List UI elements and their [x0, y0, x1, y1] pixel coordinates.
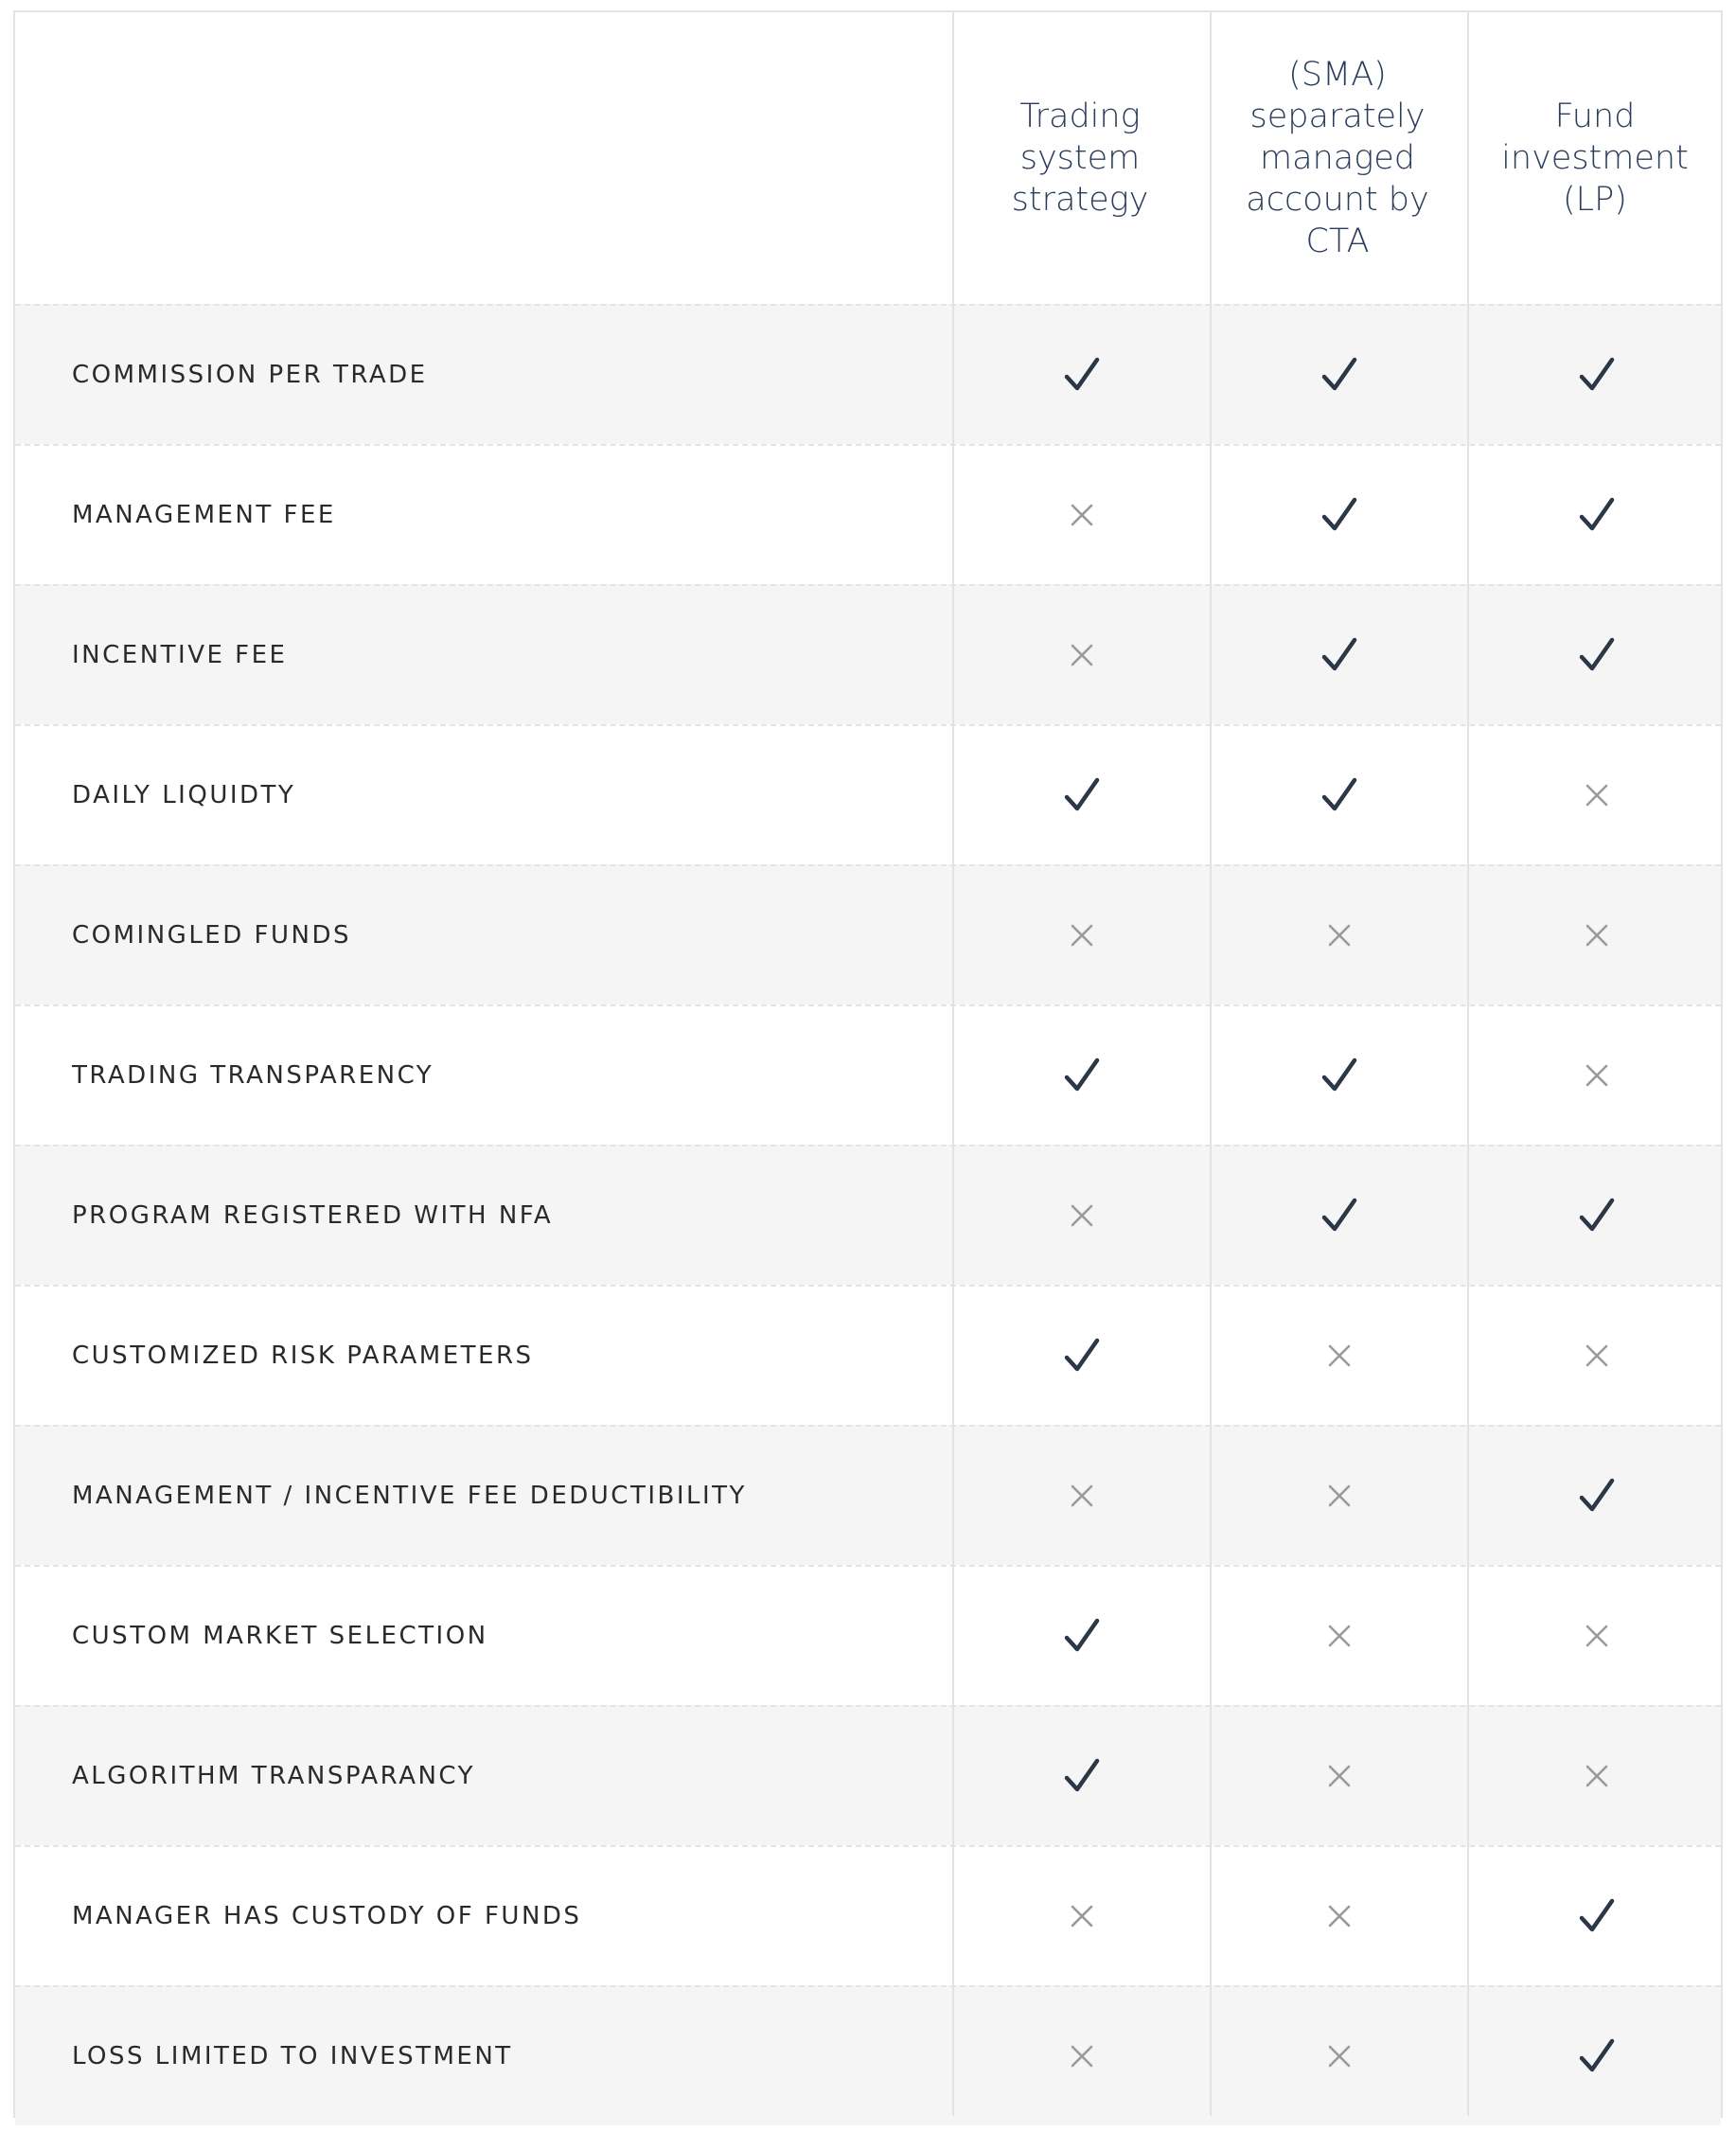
check-icon [1469, 1987, 1725, 2125]
column-header-trading-system [952, 12, 1208, 304]
table-row [15, 1425, 1721, 1565]
column-header-line: Trading system [1019, 98, 1141, 177]
cross-icon [1469, 1567, 1725, 1705]
row-label: ALGORITHM TRANSPARANCY [72, 1762, 476, 1790]
check-icon [1469, 1146, 1725, 1285]
row-label: COMMISSION PER TRADE [72, 361, 428, 389]
table-row [15, 1145, 1721, 1285]
check-icon [954, 306, 1210, 444]
row-label: MANAGER HAS CUSTODY OF FUNDS [72, 1902, 582, 1930]
column-header-line: Fund [1554, 98, 1636, 135]
cross-icon [1212, 1847, 1467, 1985]
check-icon [1469, 446, 1725, 584]
cross-icon [954, 1427, 1210, 1565]
table-row [15, 1004, 1721, 1145]
cross-icon [1212, 1287, 1467, 1425]
column-header-line: (SMA) [1288, 56, 1387, 94]
check-icon [954, 1287, 1210, 1425]
table-row [15, 304, 1721, 444]
check-icon [1212, 1006, 1467, 1145]
column-divider [952, 12, 954, 2116]
cross-icon [954, 1987, 1210, 2125]
row-label: PROGRAM REGISTERED WITH NFA [72, 1201, 554, 1230]
table-row [15, 584, 1721, 724]
column-divider [1467, 12, 1469, 2116]
row-label: DAILY LIQUIDTY [72, 781, 296, 809]
check-icon [954, 1567, 1210, 1705]
table-header [15, 12, 1721, 304]
cross-icon [1469, 866, 1725, 1004]
table-row [15, 1285, 1721, 1425]
row-label: CUSTOM MARKET SELECTION [72, 1622, 488, 1650]
table-row [15, 1845, 1721, 1985]
cross-icon [1212, 1427, 1467, 1565]
cross-icon [1212, 1987, 1467, 2125]
cross-icon [954, 586, 1210, 724]
check-icon [1469, 1427, 1725, 1565]
check-icon [1469, 306, 1725, 444]
cross-icon [1469, 1006, 1725, 1145]
cross-icon [954, 866, 1210, 1004]
column-header-sma [1210, 12, 1465, 304]
table-row [15, 1565, 1721, 1705]
cross-icon [954, 1146, 1210, 1285]
column-header-line: strategy [1011, 181, 1149, 219]
row-label: TRADING TRANSPARENCY [72, 1061, 434, 1090]
column-divider [1210, 12, 1212, 2116]
check-icon [954, 726, 1210, 864]
row-label: MANAGEMENT FEE [72, 501, 336, 529]
cross-icon [954, 1847, 1210, 1985]
check-icon [954, 1707, 1210, 1845]
table-row [15, 864, 1721, 1004]
cross-icon [1212, 1567, 1467, 1705]
comparison-table [13, 10, 1723, 2118]
table-row [15, 1705, 1721, 1845]
row-label: LOSS LIMITED TO INVESTMENT [72, 2042, 513, 2070]
row-label: INCENTIVE FEE [72, 641, 288, 669]
row-label: CUSTOMIZED RISK PARAMETERS [72, 1341, 534, 1370]
check-icon [1212, 1146, 1467, 1285]
table-row [15, 724, 1721, 864]
table-row [15, 444, 1721, 584]
check-icon [1212, 586, 1467, 724]
row-label: MANAGEMENT / INCENTIVE FEE DEDUCTIBILITY [72, 1482, 747, 1510]
cross-icon [1469, 1707, 1725, 1845]
check-icon [1469, 586, 1725, 724]
check-icon [1212, 306, 1467, 444]
column-header-line: account by CTA [1246, 181, 1429, 260]
column-header-line: managed [1260, 139, 1415, 177]
check-icon [1469, 1847, 1725, 1985]
check-icon [954, 1006, 1210, 1145]
cross-icon [1469, 726, 1725, 864]
cross-icon [1212, 866, 1467, 1004]
check-icon [1212, 726, 1467, 864]
column-header-line: separately [1249, 98, 1426, 135]
column-header-fund [1467, 12, 1723, 304]
cross-icon [954, 446, 1210, 584]
cross-icon [1212, 1707, 1467, 1845]
cross-icon [1469, 1287, 1725, 1425]
check-icon [1212, 446, 1467, 584]
column-header-line: investment (LP) [1501, 139, 1689, 219]
table-row [15, 1985, 1721, 2125]
row-label: COMINGLED FUNDS [72, 921, 351, 950]
